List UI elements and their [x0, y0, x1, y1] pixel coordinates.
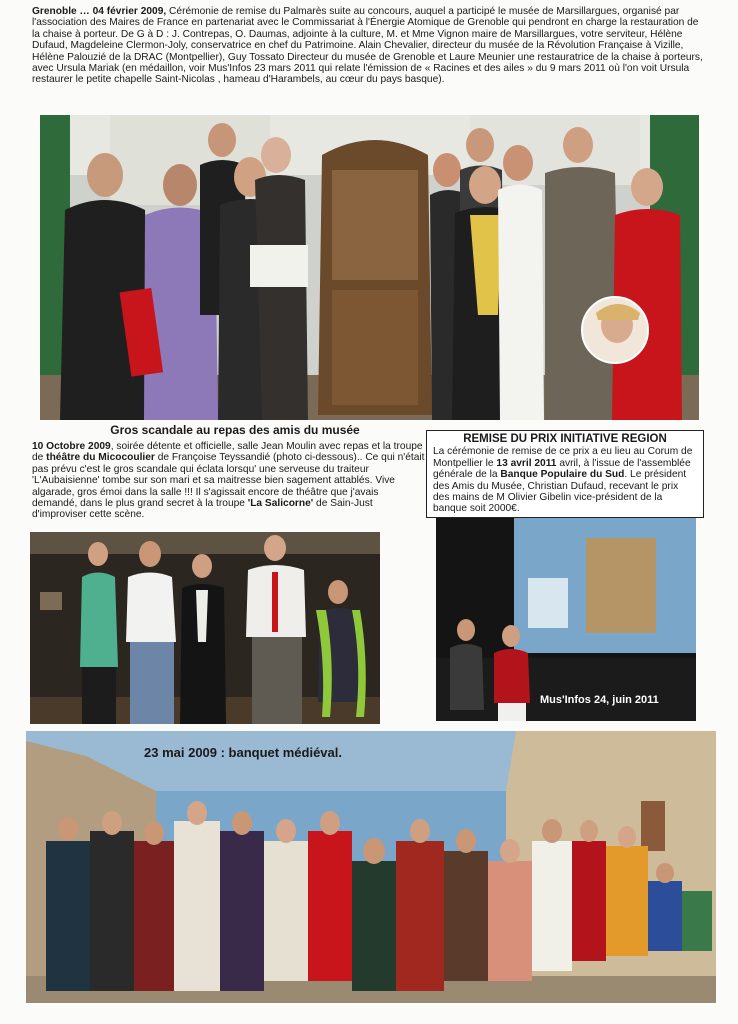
intro-body: Cérémonie de remise du Palmarès suite au concours, auquel a participé le musée de Marsillargues, organisé par l'association des Maires de France en partenariat avec le Commissariat à l'Énergie Atomique de Grenoble qui pendront en charge la restauration de la chaise à porteur. De G à D : J. Contrepas, O. Daumas, adjointe à la culture, M. et Mme Vignon maire de Marsillargues, votre serviteur, Hélène Dufaud, Magdeleine Clermon-Joly, conservatrice en chef du Patrimoine. Alain Chevalier, directeur du musée de la Révolution Française à Vizille, Hélène Palouzié de la DRAC (Montpellier), Guy Tossato Directeur du musée de Grenoble et Laure Meunier une restauratrice de la chaise à porteurs, avec Ursula Mariak (en médaillon, voir Mus'Infos 23 mars 2011 qui relate l'émission de « Racines et des ailes » du 9 mars 2011 où l'on voit Ursula restaurer le petite chapelle Saint-Nicolas , hameau d'Harambels, au cœur du pays basque).	[32, 6, 703, 86]
prize-title: REMISE DU PRIX INITIATIVE REGION	[463, 433, 667, 445]
scandal-date: 10 Octobre 2009	[32, 441, 111, 452]
intro-paragraph	[32, 6, 708, 86]
scandal-text-part: , soirée détente et officielle, salle Jean Moulin avec repas et la troupe de	[32, 441, 423, 464]
prize-date: 13 avril 2011	[496, 457, 557, 469]
scandal-text	[32, 441, 426, 521]
banquet-photo	[26, 731, 716, 1003]
prize-box	[426, 430, 704, 518]
banquet-title: 23 mai 2009 : banquet médiéval.	[144, 745, 342, 760]
scandal-troupe: théâtre du Micocoulier	[46, 452, 155, 464]
prize-text	[433, 446, 697, 514]
scandal-troupe-2: 'La Salicorne'	[247, 498, 314, 510]
scandal-text-part: de Sain-Just d'improviser cette scène.	[32, 498, 373, 521]
scandal-heading: Gros scandale au repas des amis du musée	[110, 423, 360, 437]
scandal-text-part: de Françoise Teyssandié (photo ci-dessous).. Ce qui n'était pas prévu c'est le gros scandale qui éclata lorsqu' une serveuse du traiteur 'L'Aubaisienne' tombe sur son mari et sa maitresse bien sagement attablés. Vive algarade, gros émoi dans la salle !!! Il s'agissait encore de théâtre que j'avais demandé, dans le plus grand secret à la troupe	[32, 452, 425, 510]
prize-text-part: . Le président des Amis du Musée, Christian Dufaud, recevant le prix des mains de M Olivier Gibelin vice-président de la banque soit 2000€.	[433, 469, 687, 515]
prize-text-part: La cérémonie de remise de ce prix a eu lieu au Corum de Montpellier le	[433, 446, 693, 469]
prize-photo-caption: Mus'Infos 24, juin 2011	[540, 694, 659, 706]
ceremony-photo	[40, 115, 699, 420]
intro-lead: Grenoble … 04 février 2009,	[32, 6, 167, 17]
prize-bank: Banque Populaire du Sud	[500, 469, 625, 481]
theatre-photo	[30, 532, 380, 724]
prize-text-part: avril, à l'issue de l'assemblée générale de la	[433, 457, 691, 481]
prize-photo	[436, 518, 696, 721]
